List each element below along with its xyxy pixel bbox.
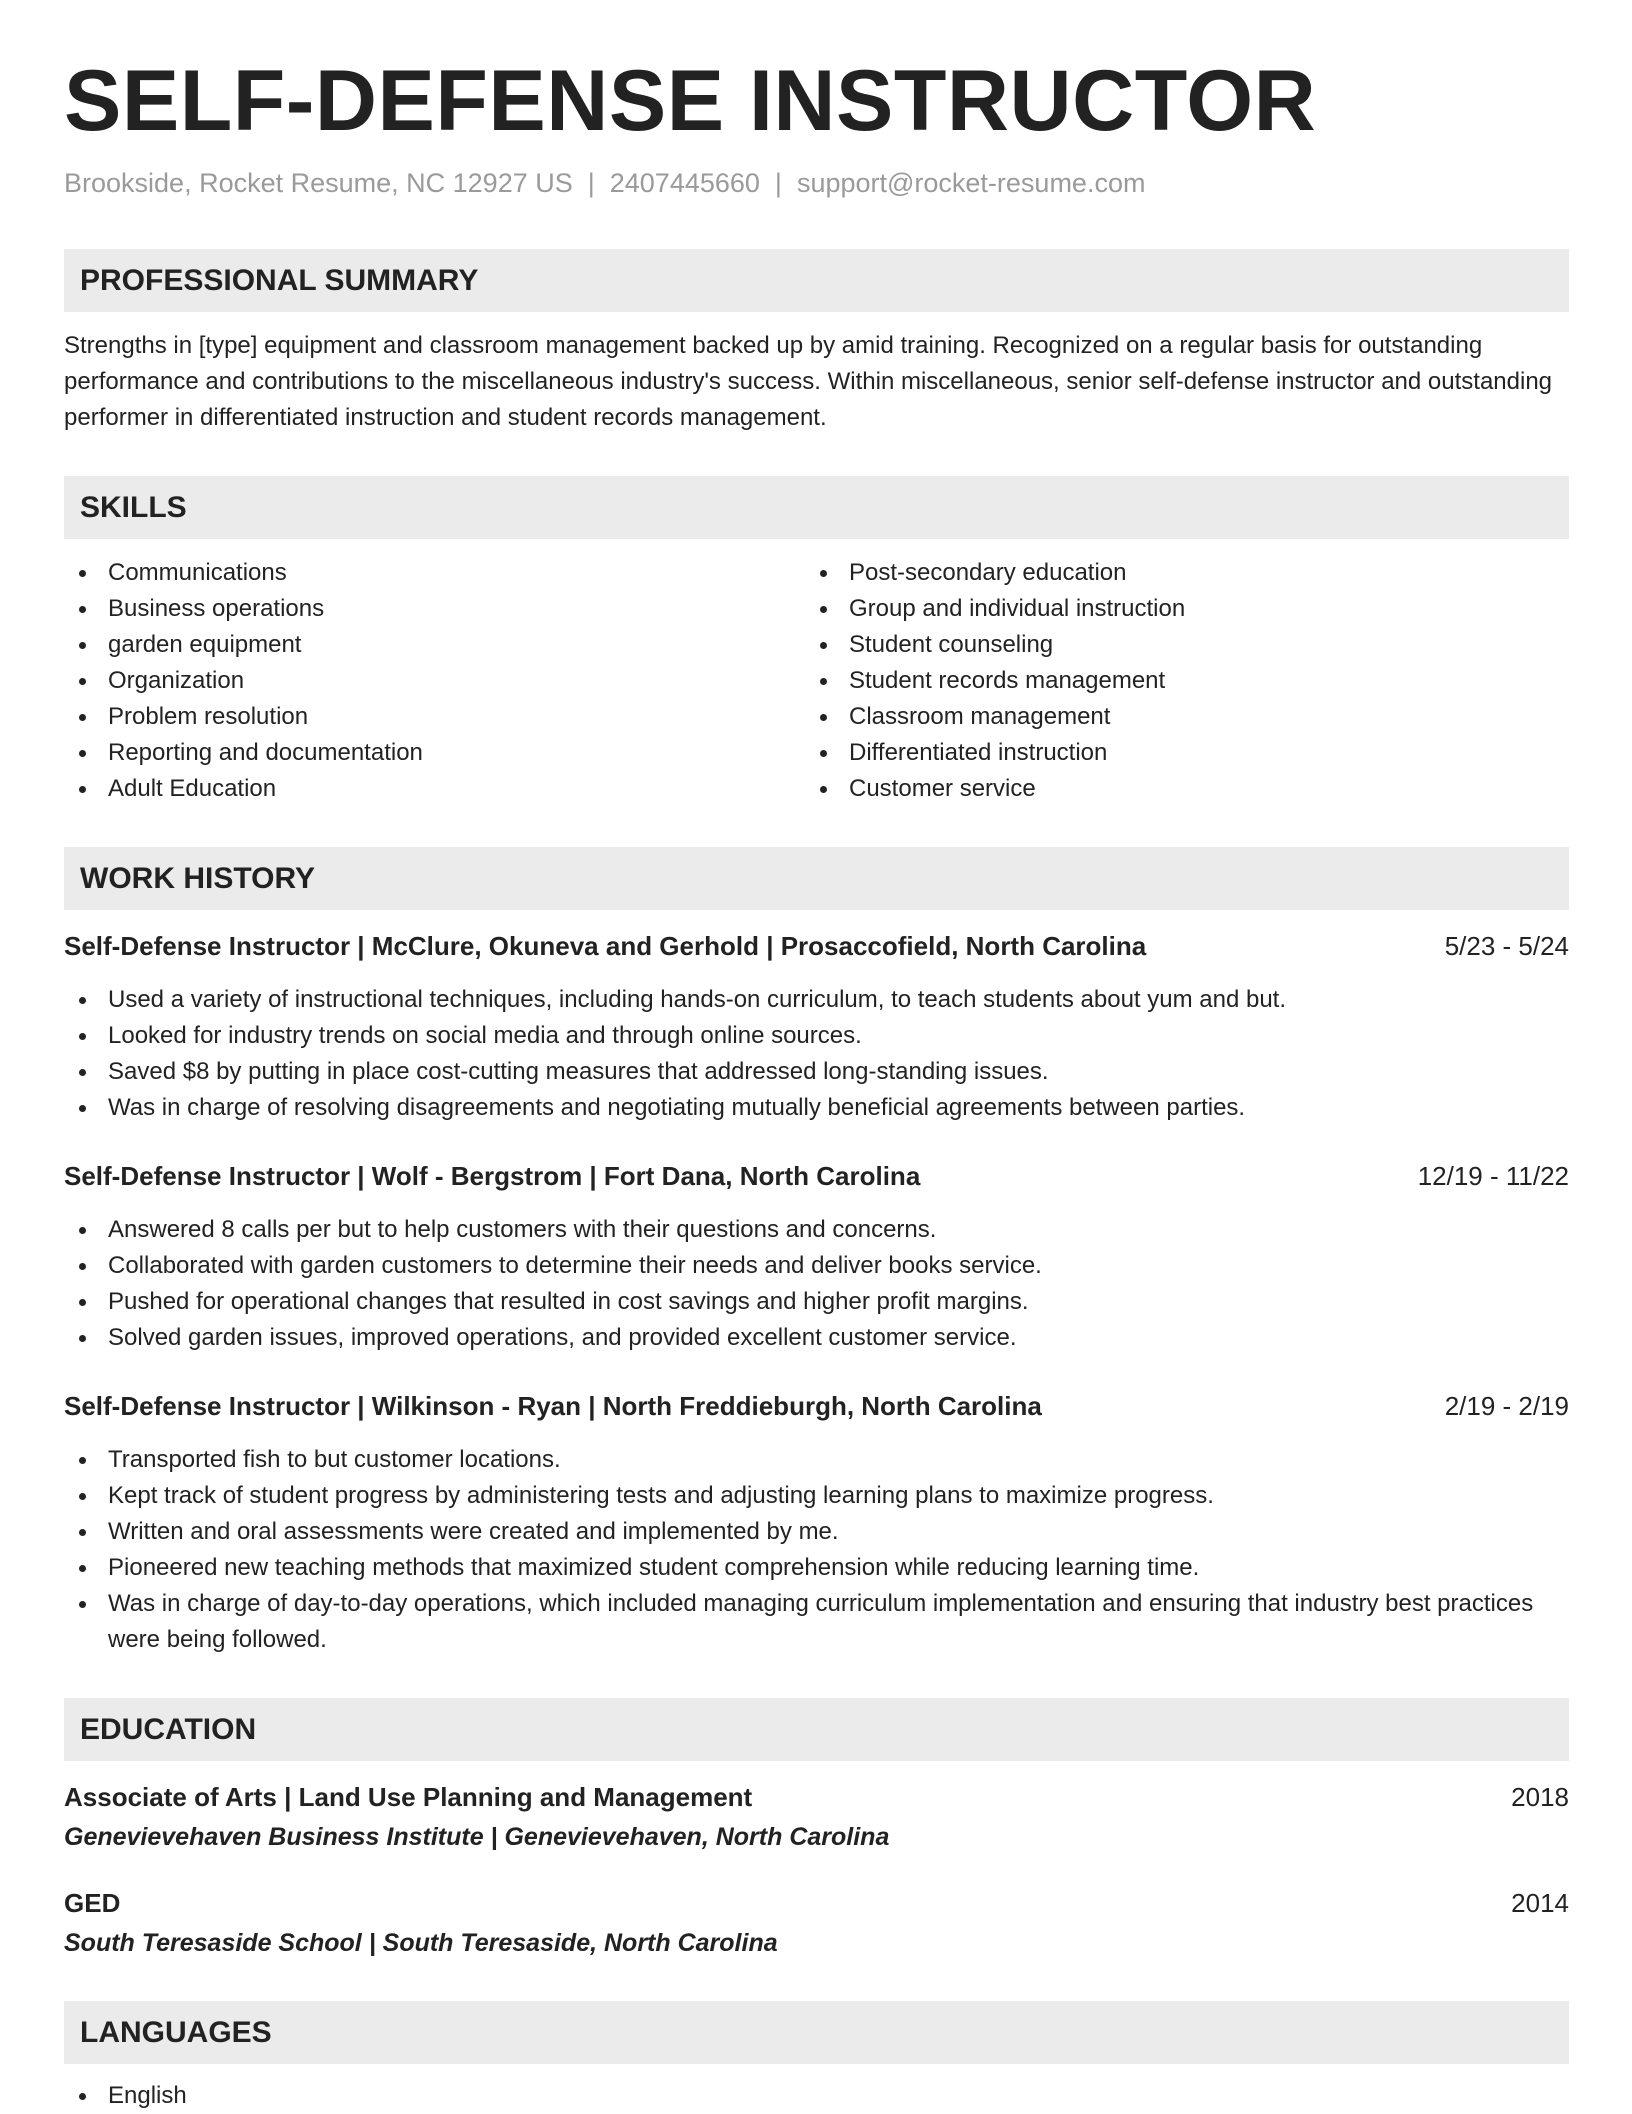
languages-heading: LANGUAGES (64, 2001, 1569, 2064)
job-bullet: Was in charge of resolving disagreements and negotiating mutually beneficial agreements between parties. (64, 1090, 1569, 1126)
skill-item: Organization (64, 663, 805, 699)
job-bullet: Looked for industry trends on social media and through online sources. (64, 1018, 1569, 1054)
education-heading: EDUCATION (64, 1698, 1569, 1761)
work-history-heading: WORK HISTORY (64, 847, 1569, 910)
education-header (64, 1779, 1569, 1815)
job-bullet: Answered 8 calls per but to help customers with their questions and concerns. (64, 1212, 1569, 1248)
job-bullet: Transported fish to but customer locations. (64, 1442, 1569, 1478)
education-entry (64, 1779, 1569, 1855)
languages-list (64, 2078, 1569, 2114)
candidate-name: SELF-DEFENSE INSTRUCTOR (64, 53, 1317, 149)
skill-item: Group and individual instruction (805, 591, 1185, 627)
education-year: 2018 (1511, 1782, 1569, 1812)
job-bullets (64, 1212, 1569, 1356)
job-dates: 2/19 - 2/19 (1444, 1391, 1569, 1421)
skill-item: Reporting and documentation (64, 735, 805, 771)
job-header (64, 928, 1569, 964)
job-entry (64, 1158, 1569, 1356)
summary-heading: PROFESSIONAL SUMMARY (64, 249, 1569, 312)
job-bullets (64, 982, 1569, 1126)
job-title: Self-Defense Instructor | Wilkinson - Ryan | North Freddieburgh, North Carolina (64, 1391, 1042, 1421)
education-header (64, 1885, 1569, 1921)
skills-list (64, 555, 1569, 807)
job-header (64, 1158, 1569, 1194)
education-year: 2014 (1511, 1888, 1569, 1918)
job-dates: 5/23 - 5/24 (1444, 931, 1569, 961)
job-bullet: Written and oral assessments were created and implemented by me. (64, 1514, 1569, 1550)
job-bullets (64, 1442, 1569, 1658)
education-school: Genevievehaven Business Institute | Genevievehaven, North Carolina (64, 1823, 890, 1851)
skill-item: garden equipment (64, 627, 805, 663)
skills-column-left (64, 555, 805, 807)
contact-separator: | (774, 168, 782, 198)
skill-item: Problem resolution (64, 699, 805, 735)
job-entry (64, 1388, 1569, 1658)
job-bullet: Pushed for operational changes that resulted in cost savings and higher profit margins. (64, 1284, 1569, 1320)
job-title: Self-Defense Instructor | McClure, Okuneva and Gerhold | Prosaccofield, North Carolina (64, 931, 1147, 961)
education-degree: Associate of Arts | Land Use Planning and Management (64, 1782, 753, 1812)
skill-item: Customer service (805, 771, 1185, 807)
contact-line (64, 170, 1569, 197)
contact-separator: | (587, 168, 595, 198)
skill-item: Classroom management (805, 699, 1185, 735)
skills-heading: SKILLS (64, 476, 1569, 539)
skill-item: Adult Education (64, 771, 805, 807)
education-degree: GED (64, 1888, 121, 1918)
skill-item: Post-secondary education (805, 555, 1185, 591)
education-entry (64, 1885, 1569, 1961)
skills-column-right (805, 555, 1185, 807)
skill-item: Communications (64, 555, 805, 591)
skill-item: Student counseling (805, 627, 1185, 663)
job-bullet: Collaborated with garden customers to determine their needs and deliver books service. (64, 1248, 1569, 1284)
contact-email: support@rocket-resume.com (796, 168, 1146, 198)
contact-phone: 2407445660 (609, 168, 760, 198)
language-item: English (64, 2078, 1569, 2114)
education-school: South Teresaside School | South Teresaside, North Carolina (64, 1929, 778, 1957)
contact-address: Brookside, Rocket Resume, NC 12927 US (64, 168, 573, 198)
job-title: Self-Defense Instructor | Wolf - Bergstrom | Fort Dana, North Carolina (64, 1161, 921, 1191)
summary-text: Strengths in [type] equipment and classroom management backed up by amid training. Recognized on a regular basis for outstanding performance and contributions to the miscellaneous industry's success. Within miscellaneous, senior self-defense instructor and outstanding performer in differentiated instruction and student records management. (64, 332, 1553, 431)
job-bullet: Solved garden issues, improved operations, and provided excellent customer service. (64, 1320, 1569, 1356)
job-bullet: Saved $8 by putting in place cost-cutting measures that addressed long-standing issues. (64, 1054, 1569, 1090)
job-dates: 12/19 - 11/22 (1417, 1161, 1569, 1191)
skill-item: Differentiated instruction (805, 735, 1185, 771)
job-bullet: Pioneered new teaching methods that maximized student comprehension while reducing learning time. (64, 1550, 1569, 1586)
job-bullet: Kept track of student progress by administering tests and adjusting learning plans to maximize progress. (64, 1478, 1569, 1514)
skill-item: Business operations (64, 591, 805, 627)
skill-item: Student records management (805, 663, 1185, 699)
job-header (64, 1388, 1569, 1424)
job-entry (64, 928, 1569, 1126)
job-bullet: Used a variety of instructional techniques, including hands-on curriculum, to teach students about yum and but. (64, 982, 1569, 1018)
job-bullet: Was in charge of day-to-day operations, which included managing curriculum implementation and ensuring that industry best practices were being followed. (64, 1586, 1569, 1658)
